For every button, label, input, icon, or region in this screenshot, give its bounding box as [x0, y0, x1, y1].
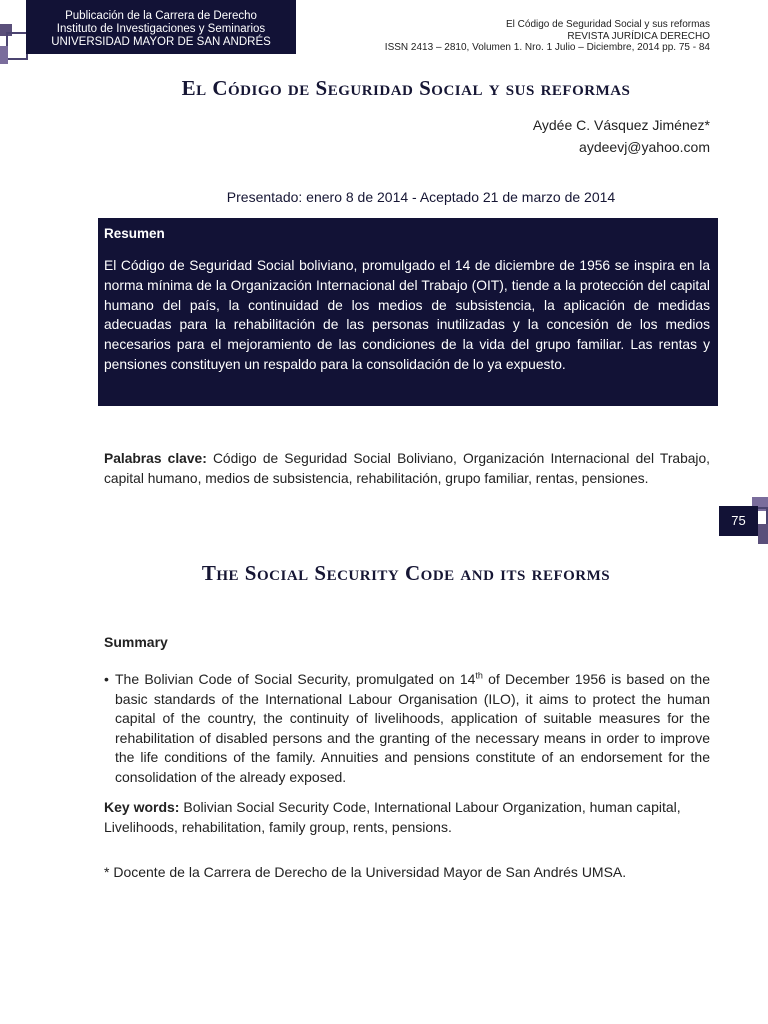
decorative-square-outline — [6, 32, 28, 60]
author-name: Aydée C. Vásquez Jiménez* — [532, 117, 710, 133]
author-block — [533, 114, 710, 158]
journal-issn: ISSN 2413 – 2810, Volumen 1. Nro. 1 Julio – Diciembre, 2014 pp. 75 - 84 — [384, 42, 710, 53]
institution-line: Instituto de Investigaciones y Seminarios — [56, 23, 266, 35]
page-number: 75 — [719, 506, 758, 536]
abstract-text: El Código de Seguridad Social boliviano, promulgado el 14 de diciembre de 1956 se inspira en la norma mínima de la Organización Internacional del Trabajo (OIT), tiende a la protección del capital humano del país, la continuidad de los medios de subsistencia, la aplicación de medidas adecuadas para la rehabilitación de las personas inutilizadas y la concesión de los medios necesarios para el mejoramiento de las condiciones de la vida del grupo familiar. Las rentas y pensiones constituyen un respaldo para la consolidación de lo ya expuesto. — [104, 258, 710, 372]
keywords-en — [104, 798, 710, 837]
summary-text-part: of December 1956 is based on the basic standards of the International Labour Organisation (ILO), it aims to protect the human capital of the country, the continuity of livelihoods, application of suitable measures for the rehabilitation of disabled persons and the granting of the necessary means in order to improve the life conditions of the family. Annuities and pensions constitute of an endorsement for the consolidation of the already exposed. — [115, 671, 710, 785]
summary-text-part: The Bolivian Code of Social Security, promulgated on 14 — [115, 671, 476, 687]
article-title-es: El Código de Seguridad Social y sus reformas — [181, 76, 631, 100]
institution-line: Publicación de la Carrera de Derecho — [65, 10, 257, 22]
submission-dates: Presentado: enero 8 de 2014 - Aceptado 21 de marzo de 2014 — [226, 189, 616, 205]
summary-text — [115, 670, 710, 787]
keywords-es — [104, 449, 710, 488]
keywords-en-text: Bolivian Social Security Code, International Labour Organization, human capital, Livelihoods, rehabilitation, family group, rents, pensions. — [104, 799, 681, 835]
institution-header — [26, 0, 296, 54]
journal-header — [385, 19, 710, 54]
abstract-box — [98, 218, 718, 406]
keywords-en-label: Key words: — [104, 799, 180, 815]
author-footnote: * Docente de la Carrera de Derecho de la Universidad Mayor de San Andrés UMSA. — [104, 864, 627, 880]
article-title-en: The Social Security Code and its reforms — [201, 561, 611, 585]
abstract-heading: Resumen — [104, 226, 165, 241]
institution-line: UNIVERSIDAD MAYOR DE SAN ANDRÉS — [51, 36, 271, 48]
bullet-icon: • — [104, 671, 109, 687]
journal-name: REVISTA JURÍDICA DERECHO — [567, 30, 710, 42]
author-email: aydeevj@yahoo.com — [579, 139, 710, 155]
summary-heading: Summary — [104, 634, 168, 650]
keywords-es-text: Código de Seguridad Social Boliviano, Organización Internacional del Trabajo, capital humano, medios de subsistencia, rehabilitación, grupo familiar, rentas, pensiones. — [104, 451, 711, 486]
ordinal-suffix: th — [475, 670, 483, 681]
summary-block — [104, 670, 710, 787]
decorative-square — [758, 524, 768, 544]
journal-running-title: El Código de Seguridad Social y sus reformas — [506, 19, 710, 30]
decorative-square — [0, 46, 8, 64]
keywords-es-label: Palabras clave: — [104, 451, 207, 466]
